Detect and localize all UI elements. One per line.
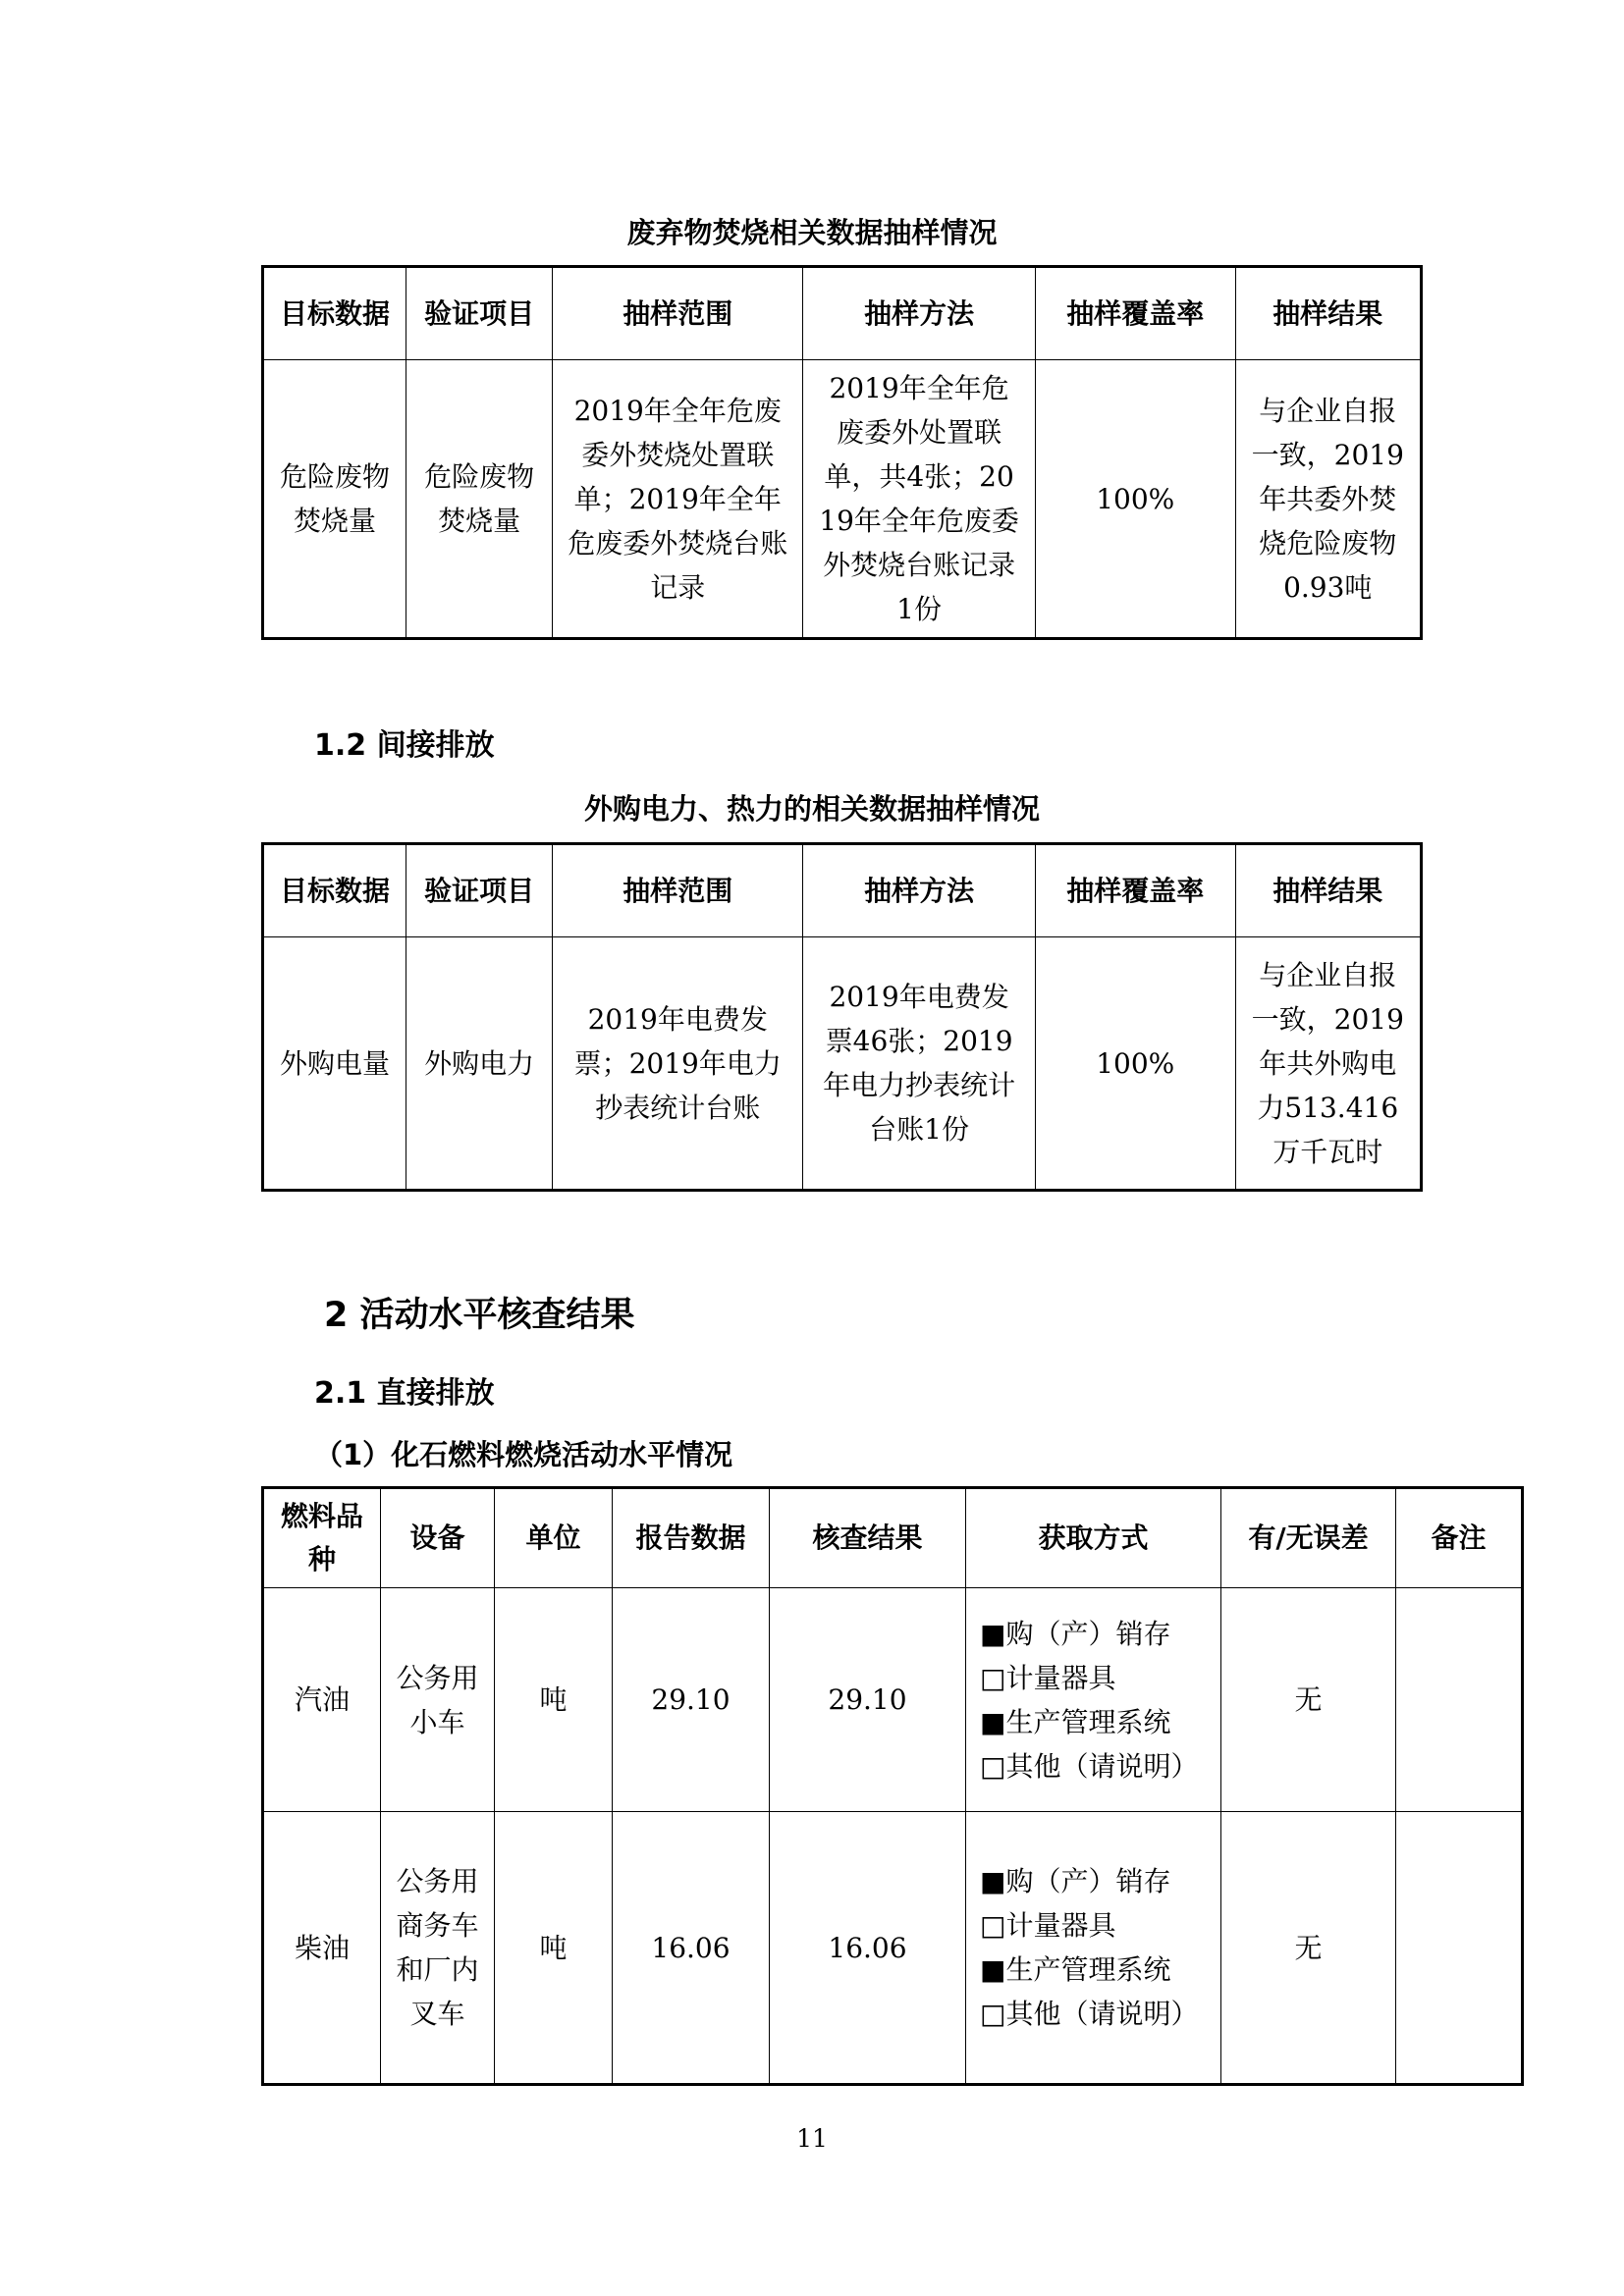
table-row (263, 360, 1422, 639)
cell-method: 2019年全年危废委外处置联单，共4张；2019年全年危废委外焚烧台账记录1份 (803, 360, 1036, 639)
method-option: ■购（产）销存 (980, 1617, 1171, 1650)
col-header: 获取方式 (966, 1488, 1221, 1588)
cell-note (1396, 1812, 1523, 2085)
cell-methods (966, 1812, 1221, 2085)
col-header: 有/无误差 (1221, 1488, 1396, 1588)
col-header: 抽样覆盖率 (1035, 267, 1235, 360)
col-header: 抽样方法 (803, 267, 1036, 360)
waste-table-caption: 废弃物焚烧相关数据抽样情况 (626, 216, 998, 249)
method-option: ■购（产）销存 (980, 1865, 1171, 1897)
method-option: □计量器具 (980, 1909, 1116, 1942)
col-header: 抽样范围 (553, 267, 803, 360)
cell-target: 外购电量 (263, 937, 406, 1191)
col-header: 核查结果 (770, 1488, 966, 1588)
cell-fuel: 柴油 (263, 1812, 381, 2085)
cell-scope: 2019年电费发票；2019年电力抄表统计台账 (553, 937, 803, 1191)
cell-equipment: 公务用商务车和厂内叉车 (381, 1812, 495, 2085)
cell-equipment: 公务用小车 (381, 1588, 495, 1812)
cell-method: 2019年电费发票46张；2019年电力抄表统计台账1份 (803, 937, 1036, 1191)
method-option: □其他（请说明） (980, 1998, 1199, 2030)
method-option: ■生产管理系统 (980, 1705, 1171, 1738)
col-header: 设备 (381, 1488, 495, 1588)
col-header: 备注 (1396, 1488, 1523, 1588)
col-header: 验证项目 (406, 844, 553, 937)
section-heading-1-2: 1.2 间接排放 (314, 728, 495, 763)
table-header-row (263, 1488, 1523, 1588)
cell-result: 与企业自报一致，2019年共外购电力513.416万千瓦时 (1235, 937, 1421, 1191)
cell-unit: 吨 (495, 1812, 613, 2085)
fuel-table-caption: （1）化石燃料燃烧活动水平情况 (314, 1438, 733, 1471)
cell-methods (966, 1588, 1221, 1812)
table-header-row (263, 267, 1422, 360)
col-header: 单位 (495, 1488, 613, 1588)
section-heading-2-1: 2.1 直接排放 (314, 1376, 495, 1411)
table-row (263, 1812, 1523, 2085)
col-header: 燃料品种 (263, 1488, 381, 1588)
col-header: 目标数据 (263, 844, 406, 937)
cell-fuel: 汽油 (263, 1588, 381, 1812)
cell-error: 无 (1221, 1812, 1396, 2085)
cell-reported: 29.10 (613, 1588, 770, 1812)
method-option: □计量器具 (980, 1661, 1116, 1694)
col-header: 验证项目 (406, 267, 553, 360)
cell-scope: 2019年全年危废委外焚烧处置联单；2019年全年危废委外焚烧台账记录 (553, 360, 803, 639)
col-header: 抽样结果 (1235, 844, 1421, 937)
table-row (263, 937, 1422, 1191)
cell-unit: 吨 (495, 1588, 613, 1812)
cell-coverage: 100% (1035, 360, 1235, 639)
table-row (263, 1588, 1523, 1812)
power-sampling-table (261, 842, 1423, 1192)
col-header: 目标数据 (263, 267, 406, 360)
cell-note (1396, 1588, 1523, 1812)
cell-error: 无 (1221, 1588, 1396, 1812)
cell-target: 危险废物焚烧量 (263, 360, 406, 639)
cell-result: 与企业自报一致，2019年共委外焚烧危险废物0.93吨 (1235, 360, 1421, 639)
col-header: 抽样结果 (1235, 267, 1421, 360)
page-number: 11 (796, 2124, 828, 2153)
col-header: 抽样方法 (803, 844, 1036, 937)
fuel-activity-table (261, 1486, 1524, 2086)
cell-coverage: 100% (1035, 937, 1235, 1191)
col-header: 报告数据 (613, 1488, 770, 1588)
method-option: ■生产管理系统 (980, 1953, 1171, 1986)
section-heading-2: 2 活动水平核查结果 (324, 1296, 635, 1335)
method-option: □其他（请说明） (980, 1749, 1199, 1783)
col-header: 抽样范围 (553, 844, 803, 937)
table-header-row (263, 844, 1422, 937)
cell-verified: 29.10 (770, 1588, 966, 1812)
cell-reported: 16.06 (613, 1812, 770, 2085)
cell-item: 危险废物焚烧量 (406, 360, 553, 639)
cell-verified: 16.06 (770, 1812, 966, 2085)
cell-item: 外购电力 (406, 937, 553, 1191)
power-table-caption: 外购电力、热力的相关数据抽样情况 (583, 792, 1040, 826)
col-header: 抽样覆盖率 (1035, 844, 1235, 937)
waste-sampling-table (261, 265, 1423, 640)
